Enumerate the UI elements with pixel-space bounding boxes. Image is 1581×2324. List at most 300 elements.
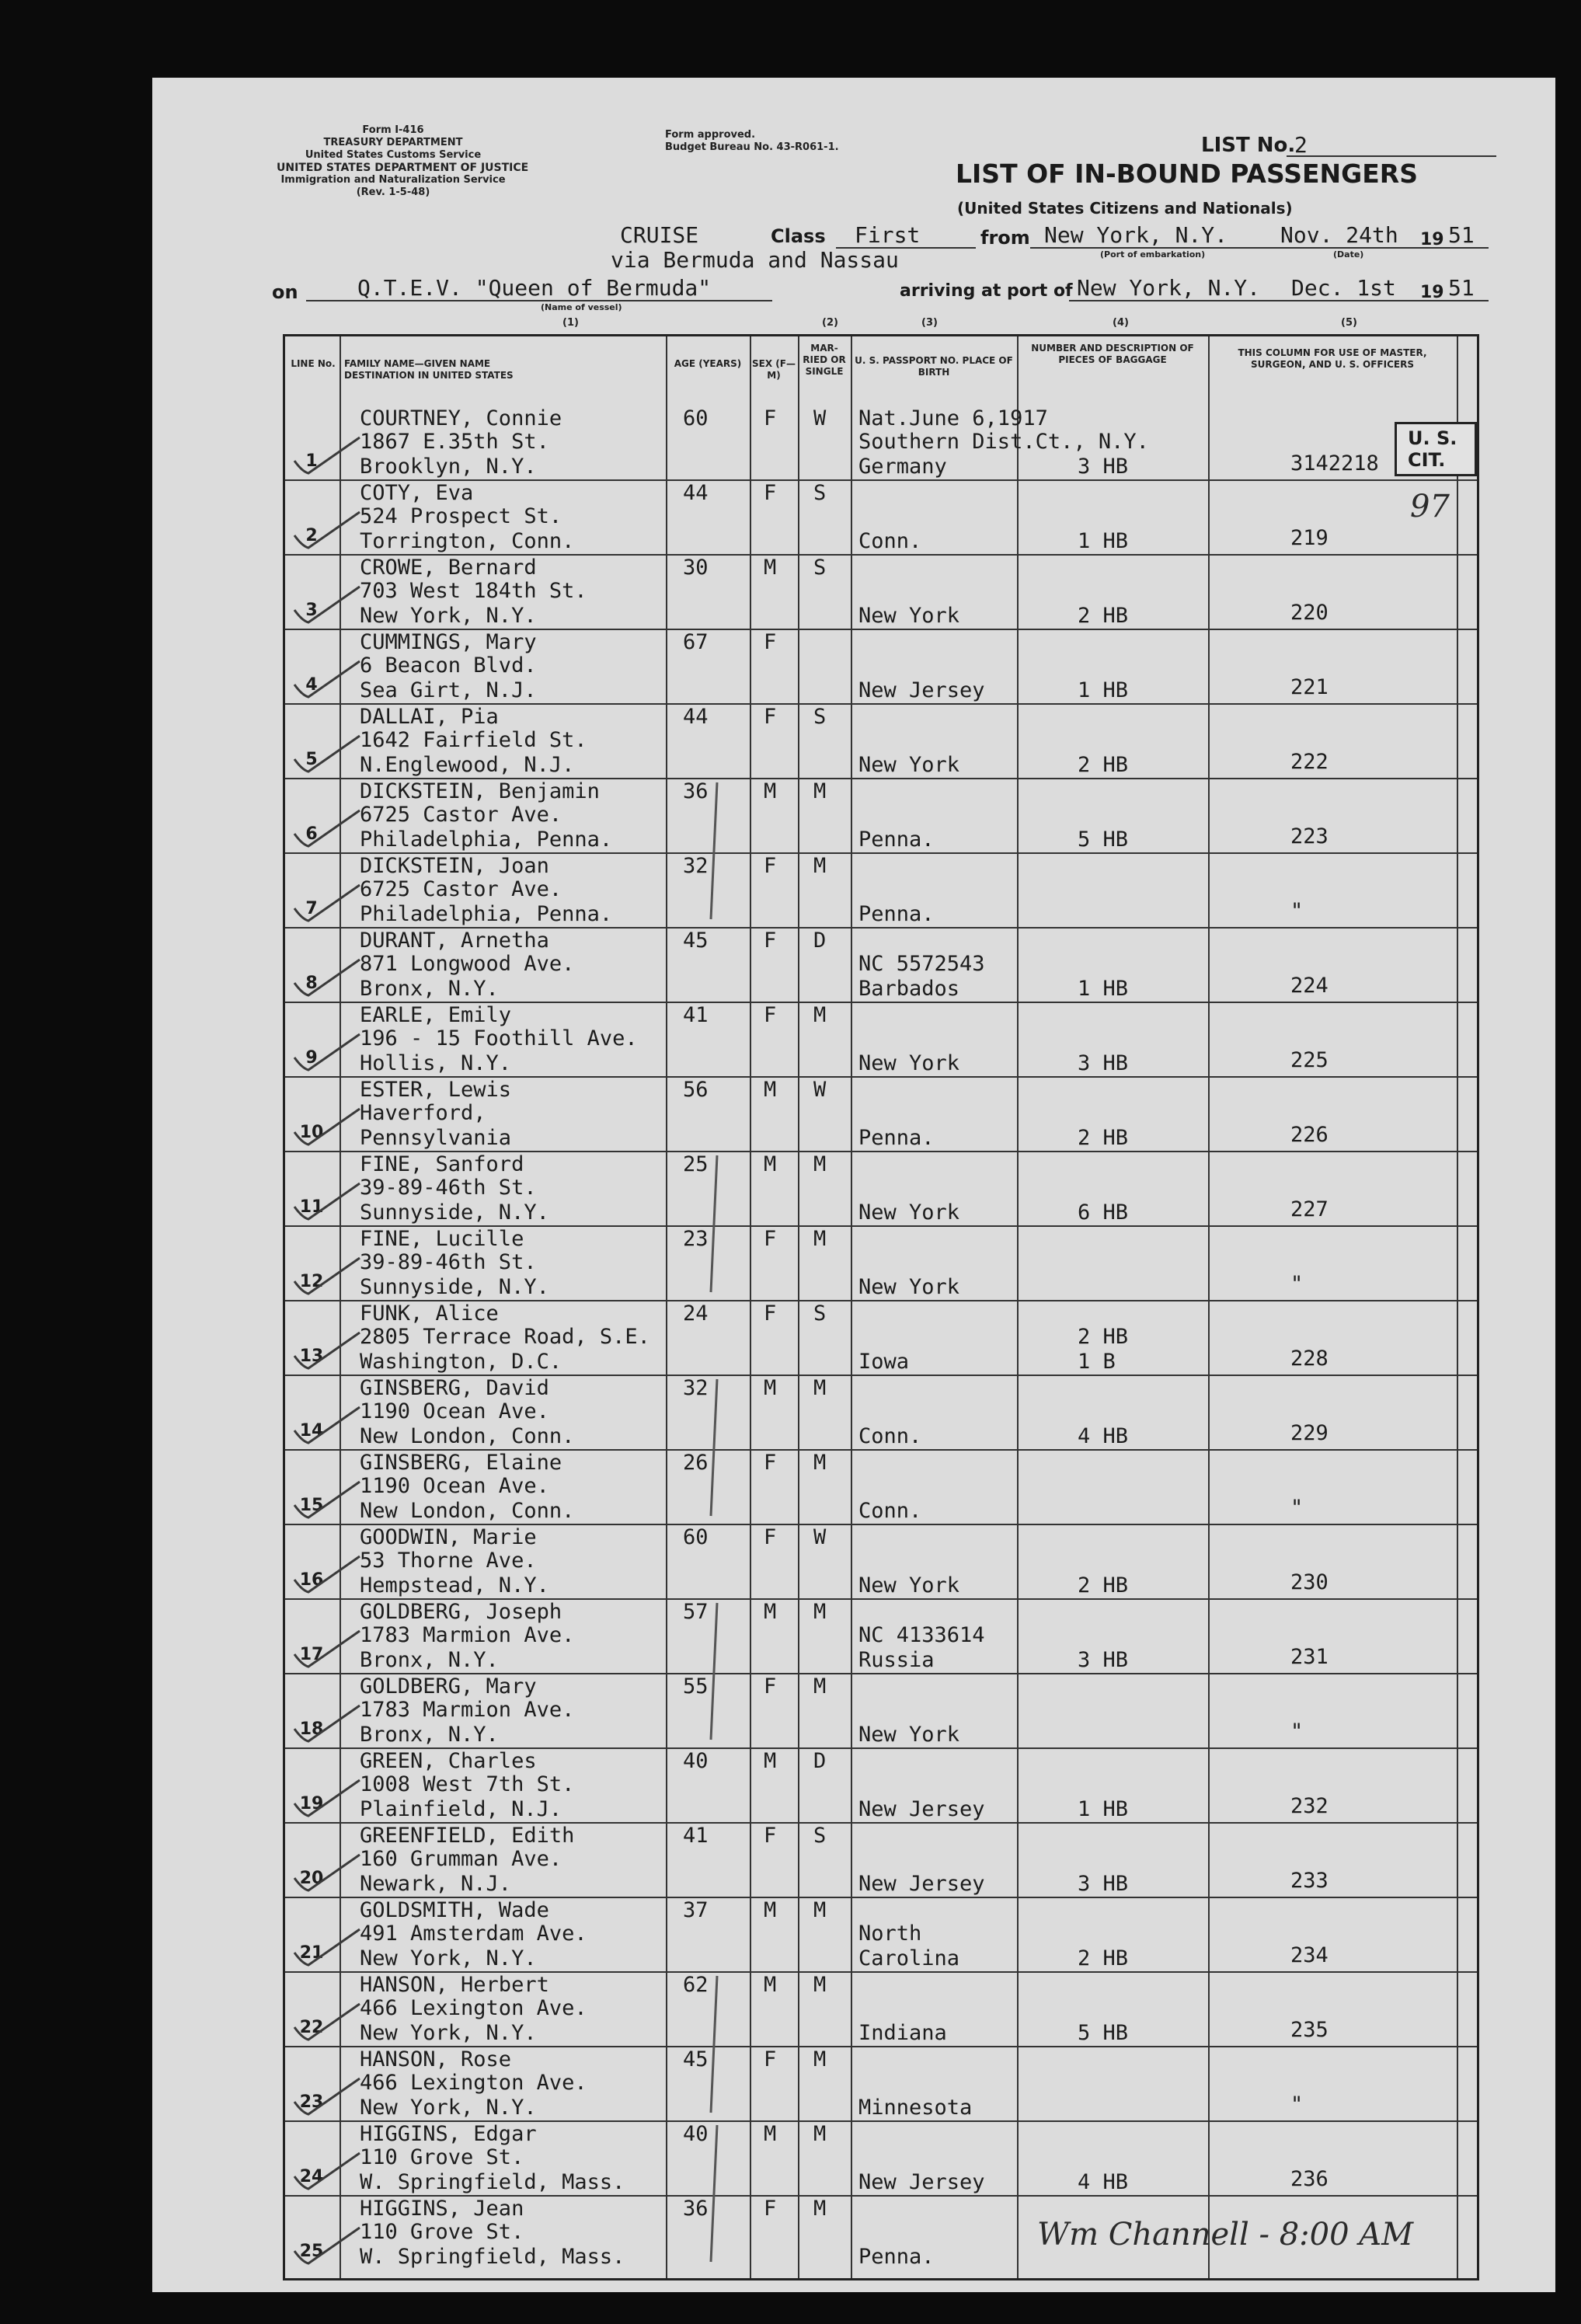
family-bracket: [711, 1155, 717, 1292]
sex: F: [764, 630, 777, 654]
from-label: from: [980, 227, 1030, 249]
sex: M: [764, 1152, 777, 1176]
place-of-birth: New York: [858, 753, 960, 777]
address-city: Washington, D.C.: [360, 1350, 562, 1374]
sex: F: [764, 1824, 777, 1848]
manifest-title: LIST OF IN-BOUND PASSENGERS: [956, 159, 1418, 189]
age: 24: [683, 1301, 709, 1326]
address-city: New York, N.Y.: [360, 604, 537, 628]
col-head-officers: THIS COLUMN FOR USE OF MASTER, SURGEON, AND U. S. OFFICERS: [1238, 347, 1427, 370]
line-number: 12: [299, 1272, 324, 1291]
marital-status: M: [813, 1973, 827, 1997]
marital-status: S: [813, 1301, 827, 1326]
check-mark: [294, 2153, 360, 2189]
age: 62: [683, 1973, 709, 1997]
place-of-birth: Penna.: [858, 2245, 935, 2269]
age: 40: [683, 1749, 709, 1773]
place-of-birth: New Jersey: [858, 1797, 985, 1821]
age: 41: [683, 1003, 709, 1027]
age: 36: [683, 2197, 709, 2221]
address-line: 39-89-46th St.: [360, 1250, 537, 1274]
place-of-birth: Penna.: [858, 902, 935, 926]
officer-number: 233: [1290, 1869, 1329, 1893]
age: 23: [683, 1227, 709, 1251]
line-number: 9: [305, 1048, 318, 1068]
form-approval: [665, 129, 867, 154]
place-of-birth: New York: [858, 1573, 960, 1598]
place-of-birth: New York: [858, 1200, 960, 1225]
baggage: 1 HB: [1078, 678, 1129, 702]
line-number: 6: [305, 824, 318, 844]
line-number: 7: [305, 899, 318, 918]
marital-status: M: [813, 1003, 827, 1027]
customs-service: United States Customs Service: [305, 149, 482, 161]
officer-number: 226: [1290, 1123, 1329, 1147]
age: 25: [683, 1152, 709, 1176]
col-number-5: (5): [1341, 317, 1357, 329]
col-number-3: (3): [921, 317, 938, 329]
cruise-route: via Bermuda and Nassau: [611, 247, 899, 273]
officer-number: 234: [1290, 1943, 1329, 1967]
place-of-birth: Conn.: [858, 529, 922, 553]
passenger-name: GOODWIN, Marie: [360, 1525, 537, 1549]
address-city: Brooklyn, N.Y.: [360, 455, 537, 479]
age: 44: [683, 481, 709, 505]
line-number: 18: [299, 1719, 324, 1739]
check-mark: [294, 1929, 360, 1965]
manifest-subtitle: (United States Citizens and Nationals): [957, 199, 1293, 218]
passenger-name: HANSON, Rose: [360, 2047, 512, 2071]
passenger-name: CUMMINGS, Mary: [360, 630, 537, 654]
vessel-name: Q.T.E.V. "Queen of Bermuda": [357, 275, 712, 301]
arrival-date: Dec. 1st: [1291, 275, 1396, 301]
place-of-birth: Russia: [858, 1648, 935, 1672]
check-mark: [294, 1482, 360, 1517]
sex: M: [764, 2122, 777, 2146]
line-number: 3: [305, 601, 318, 620]
officer-number: ": [1290, 2092, 1304, 2117]
class-label: Class: [771, 225, 826, 247]
address-line: 1190 Ocean Ave.: [360, 1474, 549, 1498]
passenger-name: DALLAI, Pia: [360, 705, 499, 729]
us-citizen-stamp: U. S. CIT.: [1395, 422, 1477, 476]
check-mark: [294, 2078, 360, 2114]
check-mark: [294, 2004, 360, 2040]
form-approved: Form approved.: [665, 129, 756, 141]
check-mark: [294, 885, 360, 921]
baggage: 1 HB: [1078, 977, 1129, 1001]
address-city: Bronx, N.Y.: [360, 1648, 499, 1672]
address-city: Hempstead, N.Y.: [360, 1573, 549, 1598]
arrival-port: New York, N.Y.: [1077, 275, 1261, 301]
check-mark: [294, 437, 360, 473]
baggage: 2 HB: [1078, 1946, 1129, 1970]
page-mark: 97: [1410, 489, 1450, 524]
officer-number: 220: [1290, 601, 1329, 625]
check-mark: [294, 1631, 360, 1667]
baggage: 1 HB: [1078, 1797, 1129, 1821]
baggage: 6 HB: [1078, 1200, 1129, 1225]
marital-status: M: [813, 1451, 827, 1475]
sex: M: [764, 1898, 777, 1922]
place-of-birth: Conn.: [858, 1424, 922, 1448]
col-head-line: LINE No.: [291, 358, 336, 369]
age: 36: [683, 779, 709, 803]
address-line: 53 Thorne Ave.: [360, 1549, 537, 1573]
marital-status: M: [813, 1674, 827, 1699]
officer-number: 228: [1290, 1347, 1329, 1371]
list-no-value: 2: [1294, 132, 1308, 158]
marital-status: W: [813, 1078, 827, 1102]
passenger-name: GOLDBERG, Mary: [360, 1674, 537, 1699]
passenger-name: GOLDSMITH, Wade: [360, 1898, 549, 1922]
address-city: Sunnyside, N.Y.: [360, 1200, 549, 1225]
sex: M: [764, 1078, 777, 1102]
place-of-birth: Minnesota: [858, 2096, 973, 2120]
line-number: 22: [299, 2018, 324, 2037]
marital-status: S: [813, 556, 827, 580]
baggage: 2 HB: [1078, 753, 1129, 777]
line-number: 15: [299, 1496, 324, 1515]
check-mark: [294, 810, 360, 846]
sex: F: [764, 854, 777, 878]
arrival-year: 51: [1448, 275, 1475, 301]
address-line: 1642 Fairfield St.: [360, 728, 587, 752]
check-mark: [294, 1034, 360, 1070]
sex: F: [764, 406, 777, 430]
line-number: 20: [299, 1869, 324, 1888]
list-no-line: [1287, 155, 1496, 157]
check-mark: [294, 1258, 360, 1294]
check-mark: [294, 736, 360, 772]
address-city: New London, Conn.: [360, 1499, 575, 1523]
officer-number: 225: [1290, 1048, 1329, 1072]
baggage: 2 HB: [1078, 1573, 1129, 1598]
address-city: Sunnyside, N.Y.: [360, 1275, 549, 1299]
marital-status: S: [813, 705, 827, 729]
officer-number: ": [1290, 899, 1304, 923]
check-mark: [294, 1855, 360, 1890]
officer-number: 229: [1290, 1421, 1329, 1445]
sex: F: [764, 1227, 777, 1251]
baggage: 5 HB: [1078, 828, 1129, 852]
officer-number: 223: [1290, 824, 1329, 848]
place-of-birth: Penna.: [858, 828, 935, 852]
age: 26: [683, 1451, 709, 1475]
baggage: 3 HB: [1078, 1051, 1129, 1075]
embarkation-caption: (Port of embarkation): [1100, 249, 1206, 260]
passenger-name: COTY, Eva: [360, 481, 474, 505]
address-line: 39-89-46th St.: [360, 1176, 537, 1200]
sex: M: [764, 1376, 777, 1400]
family-bracket: [711, 2125, 717, 2262]
check-mark: [294, 1780, 360, 1816]
sex: F: [764, 1525, 777, 1549]
check-mark: [294, 1407, 360, 1443]
col-head-married: MAR-RIED OR SINGLE: [803, 343, 846, 377]
justice-dept: UNITED STATES DEPARTMENT OF JUSTICE: [277, 162, 529, 174]
baggage: 4 HB: [1078, 2170, 1129, 2194]
col-number-4: (4): [1113, 317, 1129, 329]
treasury-dept: TREASURY DEPARTMENT: [323, 137, 463, 148]
address-line: 6 Beacon Blvd.: [360, 653, 537, 678]
check-mark: [294, 1706, 360, 1741]
place-of-birth: New York: [858, 604, 960, 628]
baggage: 2 HB: [1078, 604, 1129, 628]
address-city: Bronx, N.Y.: [360, 1723, 499, 1747]
baggage: 4 HB: [1078, 1424, 1129, 1448]
baggage: 1 B: [1078, 1350, 1116, 1374]
departure-year: 51: [1448, 222, 1475, 248]
place-of-birth: Iowa: [858, 1350, 910, 1374]
embarkation-port: New York, N.Y.: [1044, 222, 1228, 248]
officer-number: 232: [1290, 1794, 1329, 1818]
address-city: Hollis, N.Y.: [360, 1051, 512, 1075]
passenger-name: DICKSTEIN, Benjamin: [360, 779, 600, 803]
address-line: 1190 Ocean Ave.: [360, 1399, 549, 1423]
age: 40: [683, 2122, 709, 2146]
col-number-1: (1): [562, 317, 579, 329]
passenger-name: GOLDBERG, Joseph: [360, 1600, 562, 1624]
address-city: Newark, N.J.: [360, 1872, 512, 1896]
age: 57: [683, 1600, 709, 1624]
passenger-name: DURANT, Arnetha: [360, 929, 549, 953]
sex: F: [764, 2197, 777, 2221]
line-number: 11: [299, 1197, 324, 1217]
passenger-name: GREEN, Charles: [360, 1749, 537, 1773]
address-line: 1783 Marmion Ave.: [360, 1698, 575, 1722]
family-bracket: [711, 1603, 717, 1740]
marital-status: M: [813, 1376, 827, 1400]
passenger-name: HANSON, Herbert: [360, 1973, 549, 1997]
col-head-baggage: NUMBER AND DESCRIPTION OF PIECES OF BAGGAGE: [1031, 343, 1194, 365]
address-city: Philadelphia, Penna.: [360, 902, 613, 926]
address-city: New York, N.Y.: [360, 1946, 537, 1970]
marital-status: M: [813, 1898, 827, 1922]
departure-date: Nov. 24th: [1280, 222, 1398, 248]
age: 60: [683, 1525, 709, 1549]
marital-status: S: [813, 1824, 827, 1848]
check-marks: [285, 336, 1482, 2283]
passenger-name: FINE, Lucille: [360, 1227, 524, 1251]
officer-number: 236: [1290, 2167, 1329, 2191]
passenger-name: EARLE, Emily: [360, 1003, 512, 1027]
place-of-birth: New Jersey: [858, 2170, 985, 2194]
baggage: 3 HB: [1078, 1648, 1129, 1672]
address-city: W. Springfield, Mass.: [360, 2245, 625, 2269]
officer-number: 227: [1290, 1197, 1329, 1221]
form-identification: [277, 124, 529, 199]
baggage: 3 HB: [1078, 455, 1129, 479]
sex: F: [764, 1003, 777, 1027]
marital-status: M: [813, 854, 827, 878]
age: 37: [683, 1898, 709, 1922]
passenger-table: [283, 334, 1479, 2280]
ins-service: Immigration and Naturalization Service: [280, 174, 506, 186]
officer-number: 231: [1290, 1645, 1329, 1669]
passport-detail: Southern Dist.Ct., N.Y.: [858, 430, 1149, 454]
cruise-label: CRUISE: [620, 222, 699, 248]
sex: F: [764, 929, 777, 953]
address-line: 491 Amsterdam Ave.: [360, 1922, 587, 1946]
marital-status: M: [813, 2197, 827, 2221]
address-city: Philadelphia, Penna.: [360, 828, 613, 852]
address-line: 1867 E.35th St.: [360, 430, 549, 454]
age: 45: [683, 929, 709, 953]
passport-detail: North: [858, 1922, 922, 1946]
col-number-2: (2): [822, 317, 838, 329]
date-caption: (Date): [1333, 249, 1364, 260]
officer-number: 224: [1290, 974, 1329, 998]
baggage: 2 HB: [1078, 1325, 1129, 1349]
sex: M: [764, 1600, 777, 1624]
passenger-name: FUNK, Alice: [360, 1301, 499, 1326]
sex: M: [764, 1973, 777, 1997]
marital-status: M: [813, 1227, 827, 1251]
passenger-manifest-page: [152, 78, 1555, 2292]
place-of-birth: New Jersey: [858, 678, 985, 702]
age: 45: [683, 2047, 709, 2071]
sex: F: [764, 705, 777, 729]
passenger-name: ESTER, Lewis: [360, 1078, 512, 1102]
age: 32: [683, 854, 709, 878]
address-city: Bronx, N.Y.: [360, 977, 499, 1001]
sex: M: [764, 556, 777, 580]
line-number: 17: [299, 1645, 324, 1664]
address-city: New York, N.Y.: [360, 2021, 537, 2045]
age: 32: [683, 1376, 709, 1400]
address-city: New London, Conn.: [360, 1424, 575, 1448]
address-line: Haverford,: [360, 1101, 486, 1125]
col-head-age: AGE (YEARS): [674, 358, 742, 369]
line-number: 24: [299, 2167, 324, 2186]
marital-status: M: [813, 2122, 827, 2146]
address-line: 2805 Terrace Road, S.E.: [360, 1325, 650, 1349]
age: 41: [683, 1824, 709, 1848]
place-of-birth: Penna.: [858, 1126, 935, 1150]
place-of-birth: Conn.: [858, 1499, 922, 1523]
passport-detail: NC 5572543: [858, 952, 985, 976]
line-number: 10: [299, 1123, 324, 1142]
line-number: 19: [299, 1794, 324, 1814]
marital-status: D: [813, 929, 827, 953]
sex: F: [764, 1674, 777, 1699]
check-mark: [294, 1109, 360, 1145]
baggage: 3 HB: [1078, 1872, 1129, 1896]
officer-number: 3142218: [1290, 451, 1379, 476]
address-city: Sea Girt, N.J.: [360, 678, 537, 702]
sex: F: [764, 481, 777, 505]
age: 67: [683, 630, 709, 654]
place-of-birth: New York: [858, 1723, 960, 1747]
marital-status: M: [813, 1600, 827, 1624]
place-of-birth: Germany: [858, 455, 947, 479]
officer-number: 221: [1290, 675, 1329, 699]
place-of-birth: New York: [858, 1275, 960, 1299]
passenger-name: COURTNEY, Connie: [360, 406, 562, 430]
passenger-name: GREENFIELD, Edith: [360, 1824, 575, 1848]
passenger-name: HIGGINS, Jean: [360, 2197, 524, 2221]
arriving-label: arriving at port of: [900, 281, 1073, 301]
age: 60: [683, 406, 709, 430]
check-mark: [294, 1183, 360, 1219]
line-number: 4: [305, 675, 318, 695]
marital-status: M: [813, 779, 827, 803]
address-line: 110 Grove St.: [360, 2220, 524, 2244]
age: 55: [683, 1674, 709, 1699]
passport-detail: NC 4133614: [858, 1623, 985, 1647]
passenger-name: GINSBERG, Elaine: [360, 1451, 562, 1475]
address-line: 160 Grumman Ave.: [360, 1847, 562, 1871]
line-number: 1: [305, 451, 318, 471]
col-head-passport: U. S. PASSPORT NO. PLACE OF BIRTH: [855, 355, 1013, 378]
budget-bureau: Budget Bureau No. 43-R061-1.: [665, 141, 839, 153]
vessel-caption: (Name of vessel): [541, 302, 622, 312]
address-line: 110 Grove St.: [360, 2145, 524, 2169]
address-line: 524 Prospect St.: [360, 504, 562, 528]
check-mark: [294, 661, 360, 697]
form-number: Form I-416: [362, 124, 424, 136]
list-no-label: LIST No.: [1201, 134, 1296, 157]
address-line: 6725 Castor Ave.: [360, 803, 562, 827]
line-number: 25: [299, 2242, 324, 2261]
address-city: New York, N.Y.: [360, 2096, 537, 2120]
sex: F: [764, 2047, 777, 2071]
marital-status: D: [813, 1749, 827, 1773]
officer-number: ": [1290, 1272, 1304, 1296]
officer-number: 235: [1290, 2018, 1329, 2042]
officer-number: ": [1290, 1719, 1304, 1744]
address-line: 1008 West 7th St.: [360, 1772, 575, 1796]
line-number: 23: [299, 2092, 324, 2112]
family-bracket: [711, 1379, 717, 1516]
baggage: 5 HB: [1078, 2021, 1129, 2045]
line-number: 2: [305, 526, 318, 545]
place-of-birth: Indiana: [858, 2021, 947, 2045]
vessel-line: [306, 300, 772, 301]
address-line: 6725 Castor Ave.: [360, 877, 562, 901]
handwritten-note: Wm Channell - 8:00 AM: [1037, 2217, 1414, 2253]
line-number: 8: [305, 974, 318, 993]
officer-number: 222: [1290, 750, 1329, 774]
col-head-sex: SEX (F—M): [752, 358, 796, 381]
on-label: on: [272, 281, 298, 303]
marital-status: M: [813, 2047, 827, 2071]
passenger-name: GINSBERG, David: [360, 1376, 549, 1400]
marital-status: S: [813, 481, 827, 505]
check-mark: [294, 2228, 360, 2263]
family-bracket: [711, 782, 717, 919]
age: 56: [683, 1078, 709, 1102]
marital-status: M: [813, 1152, 827, 1176]
check-mark: [294, 960, 360, 995]
line-number: 14: [299, 1421, 324, 1441]
line-number: 21: [299, 1943, 324, 1963]
line-number: 13: [299, 1347, 324, 1366]
baggage: 1 HB: [1078, 529, 1129, 553]
address-line: 196 - 15 Foothill Ave.: [360, 1026, 638, 1051]
year-prefix-2: 19: [1420, 283, 1444, 302]
place-of-birth: Carolina: [858, 1946, 960, 1970]
address-city: Pennsylvania: [360, 1126, 512, 1150]
address-line: 466 Lexington Ave.: [360, 2071, 587, 2095]
passenger-name: CROWE, Bernard: [360, 556, 537, 580]
year-prefix: 19: [1420, 230, 1444, 249]
sex: M: [764, 1749, 777, 1773]
address-line: 466 Lexington Ave.: [360, 1996, 587, 2020]
class-value: First: [855, 222, 921, 248]
address-city: Torrington, Conn.: [360, 529, 575, 553]
